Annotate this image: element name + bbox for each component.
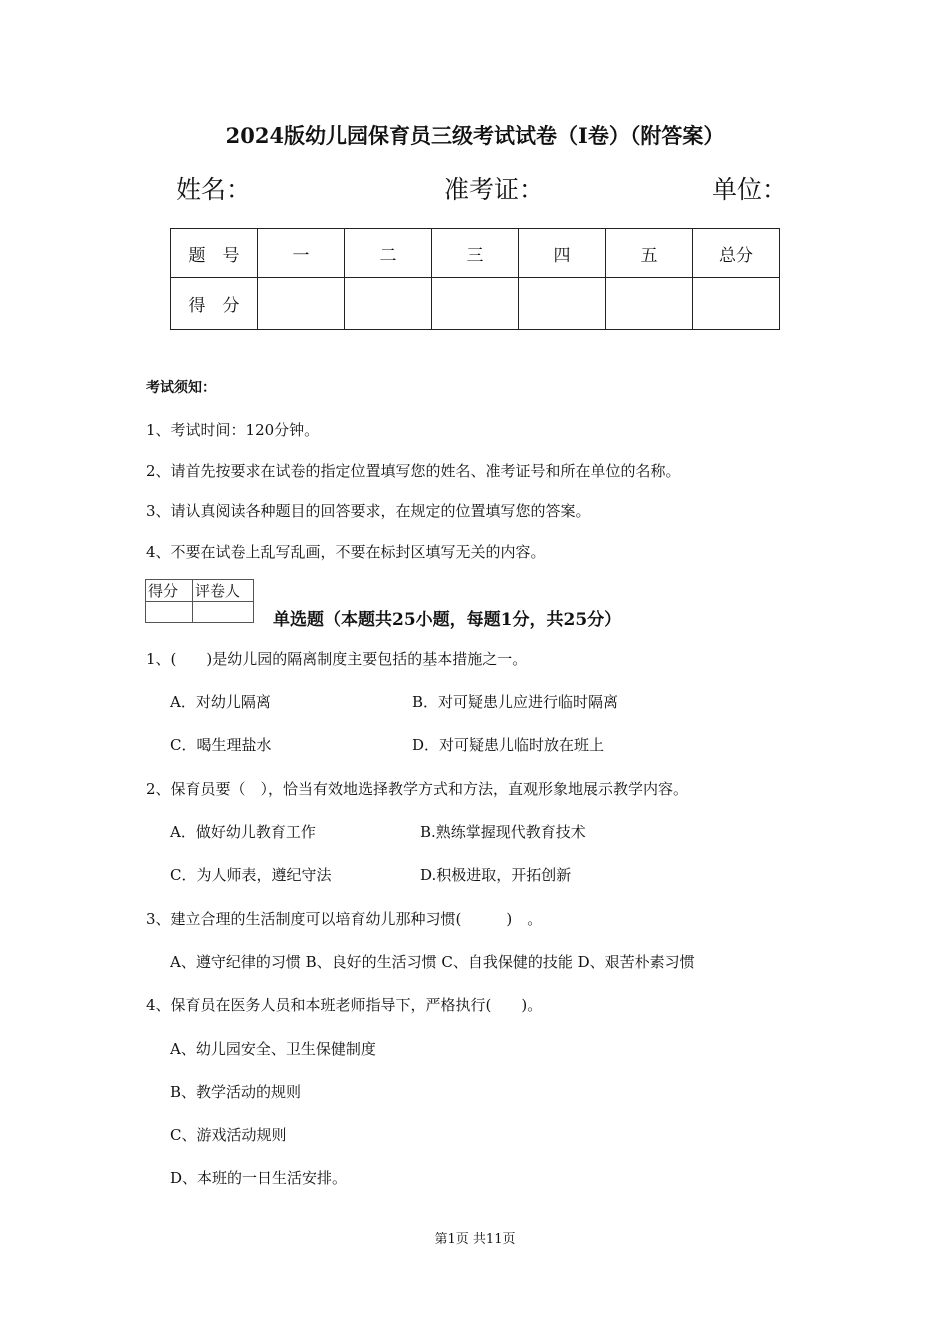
score-header-cell: 总分 xyxy=(693,229,780,278)
question-option: A．做好幼儿教育工作 xyxy=(170,823,316,841)
notice-item: 3、请认真阅读各种题目的回答要求，在规定的位置填写您的答案。 xyxy=(146,502,591,520)
score-header-cell: 一 xyxy=(258,229,345,278)
section-title: 单选题（本题共25小题，每题1分，共25分） xyxy=(273,610,622,630)
score-header-cell: 题 号 xyxy=(171,229,258,278)
score-input-cell[interactable] xyxy=(606,278,693,330)
unit-field-label: 单位： xyxy=(712,175,788,204)
notice-title: 考试须知： xyxy=(146,380,216,396)
question-stem: 1、( )是幼儿园的隔离制度主要包括的基本措施之一。 xyxy=(146,650,528,668)
question-option: B、教学活动的规则 xyxy=(170,1083,302,1101)
grader-score-cell[interactable] xyxy=(146,602,193,623)
page-footer: 第1页 共11页 xyxy=(434,1232,516,1247)
question-stem: 2、保育员要（ ），恰当有效地选择教学方式和方法，直观形象地展示教学内容。 xyxy=(146,780,689,798)
question-stem: 3、建立合理的生活制度可以培育幼儿那种习惯( ) 。 xyxy=(146,910,543,928)
notice-item: 2、请首先按要求在试卷的指定位置填写您的姓名、准考证号和所在单位的名称。 xyxy=(146,462,681,480)
score-input-cell[interactable] xyxy=(519,278,606,330)
question-stem: 4、保育员在医务人员和本班老师指导下，严格执行( )。 xyxy=(146,996,543,1014)
score-header-cell: 二 xyxy=(345,229,432,278)
question-option: A、幼儿园安全、卫生保健制度 xyxy=(170,1040,376,1058)
question-option: C．为人师表，遵纪守法 xyxy=(170,866,332,884)
score-header-cell: 三 xyxy=(432,229,519,278)
notice-item: 4、不要在试卷上乱写乱画，不要在标封区填写无关的内容。 xyxy=(146,543,546,561)
question-option: D.积极进取，开拓创新 xyxy=(420,866,572,884)
score-input-cell[interactable] xyxy=(345,278,432,330)
grader-name-label: 评卷人 xyxy=(193,580,254,602)
question-option: D、本班的一日生活安排。 xyxy=(170,1169,348,1187)
grader-score-label: 得分 xyxy=(146,580,193,602)
exam-id-field-label: 准考证： xyxy=(444,175,545,204)
score-header-cell: 四 xyxy=(519,229,606,278)
question-option: C．喝生理盐水 xyxy=(170,736,272,754)
grader-box xyxy=(145,579,254,623)
score-input-cell[interactable] xyxy=(693,278,780,330)
name-field-label: 姓名： xyxy=(176,175,252,204)
grader-name-cell[interactable] xyxy=(193,602,254,623)
score-input-cell[interactable] xyxy=(258,278,345,330)
score-row-label: 得 分 xyxy=(171,278,258,330)
score-table xyxy=(170,228,780,330)
score-table-score-row xyxy=(171,278,780,330)
question-option: B.熟练掌握现代教育技术 xyxy=(420,823,586,841)
score-table-header-row xyxy=(171,229,780,278)
notice-item: 1、考试时间：120分钟。 xyxy=(146,421,320,439)
question-option: C、游戏活动规则 xyxy=(170,1126,287,1144)
question-option: A、遵守纪律的习惯 B、良好的生活习惯 C、自我保健的技能 D、艰苦朴素习惯 xyxy=(170,953,695,971)
score-input-cell[interactable] xyxy=(432,278,519,330)
page-title: 2024版幼儿园保育员三级考试试卷（I卷）（附答案） xyxy=(225,123,725,148)
question-option: B．对可疑患儿应进行临时隔离 xyxy=(412,693,619,711)
score-header-cell: 五 xyxy=(606,229,693,278)
question-option: D．对可疑患儿临时放在班上 xyxy=(412,736,605,754)
question-option: A．对幼儿隔离 xyxy=(170,693,271,711)
